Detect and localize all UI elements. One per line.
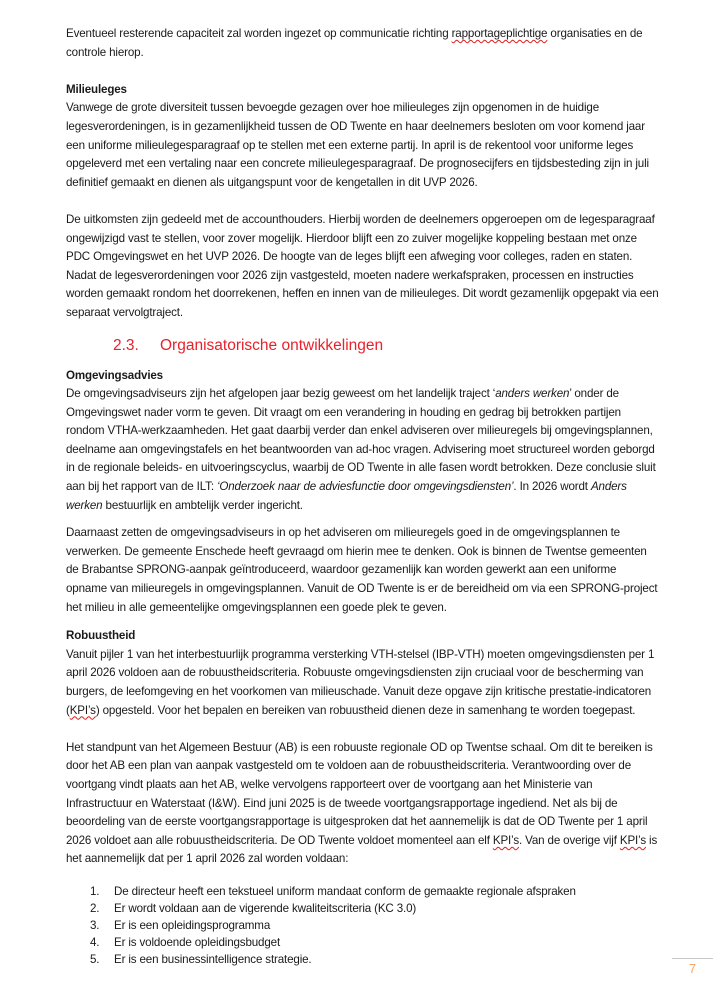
milieuleges-paragraph-1: Vanwege de grote diversiteit tussen bevoegde gezagen over hoe milieuleges zijn opgenomen in de huidige legesverordeningen, is in gezamenlijkheid tussen de OD Twente en haar deelnemers besloten om voor komend jaar een uniforme milieulegesparagraaf op te stellen met een externe partij. In april is de rekentool voor uniforme leges opgeleverd met een vertaling naar een concrete milieulegesparagraaf. De prognosecijfers en tijdsbesteding zijn in juli definitief gemaakt en dienen als uitgangspunt voor de kengetallen in dit UVP 2026.: [66, 101, 649, 189]
list-item: 3. Er is een opleidingsprogramma: [90, 918, 271, 932]
milieuleges-paragraph-2: De uitkomsten zijn gedeeld met de accounthouders. Hierbij worden de deelnemers opgeroepen om de legesparagraaf ongewijzigd vast te stellen, voor zover mogelijk. Hierdoor blijft een zo zuiver mogelijke koppeling bestaan met onze PDC Omgevingswet en het UVP 2026. De hoogte van de leges blijft een afweging voor colleges, raden en staten. Nadat de legesverordeningen voor 2026 zijn vastgesteld, moeten nadere werkafspraken, processen en instructies worden gemaakt rondom het doorrekenen, heffen en innen van de milieuleges. Dit wordt gezamenlijk opgepakt via een separaat vervolgtraject.: [66, 212, 659, 319]
list-item: 4. Er is voldoende opleidingsbudget: [90, 935, 281, 949]
robuustheid-paragraph-1: Vanuit pijler 1 van het interbestuurlijk programma versterking VTH-stelsel (IBP-VTH) moeten omgevingsdiensten per 1 april 2026 voldoen aan de robuustheidscriteria. Robuuste omgevingsdiensten zijn cruciaal voor de bescherming van burgers, de leefomgeving en het voorkomen van milieuschade. Vanuit deze opgave zijn kritische prestatie-indicatoren (KPI’s) opgesteld. Voor het bepalen en bereiken van robuustheid dienen deze in samenhang te worden toegepast.: [66, 647, 655, 717]
footer-divider: [672, 958, 713, 959]
section-number: 2.3.: [113, 336, 139, 354]
robuustheid-heading: Robuustheid: [66, 629, 136, 643]
spellcheck-word[interactable]: rapportageplichtige: [451, 27, 548, 40]
document-page: [66, 25, 660, 968]
omgevingsadvies-paragraph-1: De omgevingsadviseurs zijn het afgelopen jaar bezig geweest om het landelijk traject ‘anders werken’ onder de Omgevingswet nader vorm te geven. Dit vraagt om een verandering in houding en gedrag bij betrokken partijen rondom VTHA-werkzaamheden. Het gaat daarbij verder dan enkel adviseren over milieuregels bij omgevingsplannen, deelname aan omgevingstafels en het beantwoorden van ad-hoc vragen. Advisering moet structureel worden geborgd in de regionale beleids- en uitvoeringscyclus, waarbij de OD Twente in alle fasen wordt betrokken. Deze conclusie sluit aan bij het rapport van de ILT: ‘Onderzoek naar de adviesfunctie door omgevingsdiensten’. In 2026 wordt Anders werken bestuurlijk en ambtelijk verder ingericht.: [66, 387, 656, 512]
list-item: 2. Er wordt voldaan aan de vigerende kwaliteitscriteria (KC 3.0): [90, 901, 417, 915]
spellcheck-word[interactable]: KPI’s: [492, 833, 519, 847]
section-heading: [113, 335, 660, 357]
list-item: 5. Er is een businessintelligence strategie.: [90, 952, 312, 966]
spellcheck-word[interactable]: KPI’s: [619, 833, 646, 847]
intro-paragraph: Eventueel resterende capaciteit zal worden ingezet op communicatie richting rapportageplichtige organisaties en de controle hierop.: [66, 27, 643, 59]
section-title: Organisatorische ontwikkelingen: [160, 336, 384, 354]
list-item: 1. De directeur heeft een tekstueel uniform mandaat conform de gemaakte regionale afspraken: [90, 884, 576, 898]
spellcheck-word[interactable]: KPI’s: [69, 703, 96, 717]
kpi-list: [66, 883, 660, 968]
omgevingsadvies-paragraph-2: Daarnaast zetten de omgevingsadviseurs in op het adviseren om milieuregels goed in de omgevingsplannen te verwerken. De gemeente Enschede heeft gevraagd om hierin mee te denken. Ook is binnen de Twentse gemeenten de Brabantse SPRONG-aanpak geïntroduceerd, waardoor gezamenlijk kan worden gewerkt aan een uniforme opname van milieuregels in omgevingsplannen. Vanuit de OD Twente is er de bereidheid om via een SPRONG-project het milieu in alle gemeentelijke omgevingsplannen een goede plek te geven.: [66, 526, 658, 614]
omgevingsadvies-heading: Omgevingsadvies: [66, 368, 163, 382]
robuustheid-paragraph-2: Het standpunt van het Algemeen Bestuur (AB) is een robuuste regionale OD op Twentse schaal. Om dit te bereiken is door het AB een plan van aanpak vastgesteld om te voldoen aan de robuustheidscriteria. Verantwoording over de voortgang vindt plaats aan het AB, welke vervolgens rapporteert over de voortgang aan het Ministerie van Infrastructuur en Waterstaat (I&W). Eind juni 2025 is de tweede voortgangsrapportage ingediend. Net als bij de beoordeling van de eerste voortgangsrapportage is uitgesproken dat het aannemelijk is dat de OD Twente per 1 april 2026 voldoet aan alle robuustheidscriteria. De OD Twente voldoet momenteel aan elf KPI’s. Van de overige vijf KPI’s is het aannemelijk dat per 1 april 2026 zal worden voldaan:: [66, 740, 658, 866]
page-number: 7: [688, 961, 697, 976]
milieuleges-heading: Milieuleges: [66, 82, 127, 96]
